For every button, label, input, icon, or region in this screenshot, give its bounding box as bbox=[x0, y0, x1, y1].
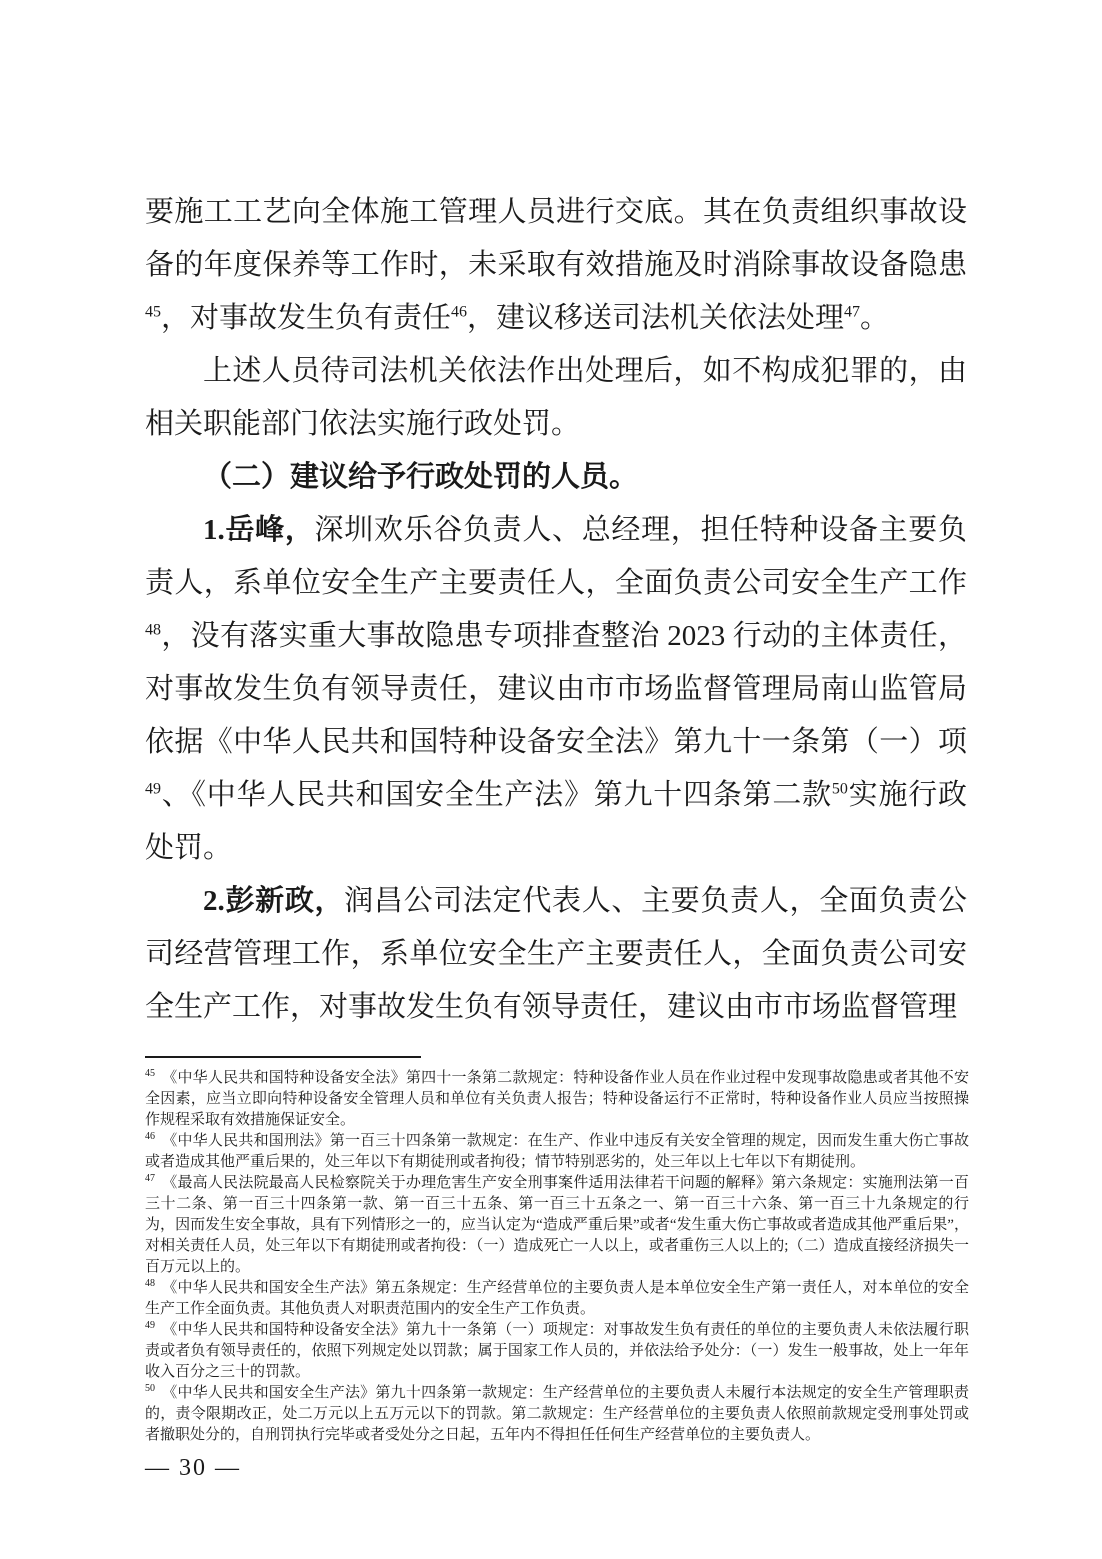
footnote-number: 48 bbox=[145, 1278, 155, 1289]
footnote-text: 《最高人民法院最高人民检察院关于办理危害生产安全刑事案件适用法律若干问题的解释》第六条规定：实施刑法第一百三十二条、第一百三十四条第一款、第一百三十五条、第一百三十五条之一、第一百三十六条、第一百三十九条规定的行为，因而发生安全事故，具有下列情形之一的，应当认定为“造成严重后果”或者“发生重大伤亡事故或者造成其他严重后果”，对相关责任人员，处三年以下有期徒刑或者拘役：（一）造成死亡一人以上，或者重伤三人以上的;（二）造成直接经济损失一百万元以上的。 bbox=[145, 1175, 969, 1275]
footnote-text: 《中华人民共和国特种设备安全法》第四十一条第二款规定：特种设备作业人员在作业过程中发现事故隐患或者其他不安全因素，应当立即向特种设备安全管理人员和单位有关负责人报告；特种设备运行不正常时，特种设备作业人员应当按照操作规程采取有效措施保证安全。 bbox=[145, 1070, 969, 1128]
text-run: 、《中华人民共和国安全生产法》第九十四条第二款 bbox=[161, 779, 832, 811]
body-paragraph-person-1 bbox=[145, 504, 967, 875]
footnotes bbox=[145, 1068, 969, 1446]
footnote-46 bbox=[145, 1131, 969, 1173]
footnote-ref: 49 bbox=[145, 780, 161, 798]
footnote-49 bbox=[145, 1320, 969, 1383]
footnote-number: 50 bbox=[145, 1383, 155, 1394]
footnote-ref: 50 bbox=[831, 780, 848, 798]
section-heading bbox=[145, 451, 967, 504]
footnote-number: 49 bbox=[145, 1320, 155, 1331]
body-paragraph-person-2 bbox=[145, 875, 967, 1034]
text-run: ，对事故发生负有责任 bbox=[161, 302, 452, 334]
text-run: 上述人员待司法机关依法作出处理后，如不构成犯罪的，由相关职能部门依法实施行政处罚。 bbox=[145, 355, 967, 440]
body-paragraph-continuation bbox=[145, 186, 967, 345]
footnote-ref: 46 bbox=[451, 303, 468, 321]
footnote-50 bbox=[145, 1383, 969, 1446]
footnote-text: 《中华人民共和国安全生产法》第五条规定：生产经营单位的主要负责人是本单位安全生产第一责任人，对本单位的安全生产工作全面负责。其他负责人对职责范围内的安全生产工作负责。 bbox=[145, 1280, 969, 1317]
bold-text-run: （二）建议给予行政处罚的人员。 bbox=[203, 461, 639, 493]
footnote-number: 45 bbox=[145, 1068, 155, 1079]
page-number: — 30 — bbox=[145, 1455, 241, 1481]
body-text bbox=[145, 186, 967, 1034]
bold-text-run: 2.彭新政， bbox=[203, 885, 345, 917]
footnote-ref: 47 bbox=[844, 303, 861, 321]
text-run: 。 bbox=[860, 302, 890, 334]
text-run: ，建议移送司法机关依法处理 bbox=[467, 302, 845, 334]
footnote-text: 《中华人民共和国安全生产法》第九十四条第一款规定：生产经营单位的主要负责人未履行本法规定的安全生产管理职责的，责令限期改正，处二万元以上五万元以下的罚款。第二款规定：生产经营单位的主要负责人依照前款规定受刑事处罚或者撤职处分的，自刑罚执行完毕或者受处分之日起，五年内不得担任任何生产经营单位的主要负责人。 bbox=[145, 1385, 969, 1443]
footnote-47 bbox=[145, 1173, 969, 1278]
footnote-ref: 45 bbox=[145, 303, 161, 321]
footnote-48 bbox=[145, 1278, 969, 1320]
body-paragraph bbox=[145, 345, 967, 451]
text-run: 润昌公司法定代表人、主要负责人，全面负责公司经营管理工作，系单位安全生产主要责任人，全面负责公司安全生产工作，对事故发生负有领导责任，建议由市市场监督管理 bbox=[145, 885, 967, 1023]
footnote-45 bbox=[145, 1068, 969, 1131]
footnote-number: 47 bbox=[145, 1173, 155, 1184]
footnote-text: 《中华人民共和国特种设备安全法》第九十一条第（一）项规定：对事故发生负有责任的单位的主要负责人未依法履行职责或者负有领导责任的，依照下列规定处以罚款；属于国家工作人员的，并依法给予处分：（一）发生一般事故，处上一年年收入百分之三十的罚款。 bbox=[145, 1322, 969, 1380]
footnote-text: 《中华人民共和国刑法》第一百三十四条第一款规定：在生产、作业中违反有关安全管理的规定，因而发生重大伤亡事故或者造成其他严重后果的，处三年以下有期徒刑或者拘役；情节特别恶劣的，处三年以上七年以下有期徒刑。 bbox=[145, 1133, 969, 1170]
footnote-number: 46 bbox=[145, 1131, 155, 1142]
text-run: ，没有落实重大事故隐患专项排查整治 2023 行动的主体责任，对事故发生负有领导责任，建议由市市场监督管理局南山监管局依据《中华人民共和国特种设备安全法》第九十一条第（一）项 bbox=[145, 620, 967, 758]
footnote-ref: 48 bbox=[145, 621, 161, 639]
text-run: 深圳欢乐谷负责人、总经理，担任特种设备主要负责人，系单位安全生产主要责任人，全面负责公司安全生产工作 bbox=[145, 514, 967, 599]
text-run: 实施行政处罚。 bbox=[145, 779, 967, 864]
bold-text-run: 1.岳峰， bbox=[203, 514, 315, 546]
footnote-separator bbox=[145, 1056, 421, 1058]
text-run: 要施工工艺向全体施工管理人员进行交底。其在负责组织事故设备的年度保养等工作时，未采取有效措施及时消除事故设备隐患 bbox=[145, 196, 967, 281]
